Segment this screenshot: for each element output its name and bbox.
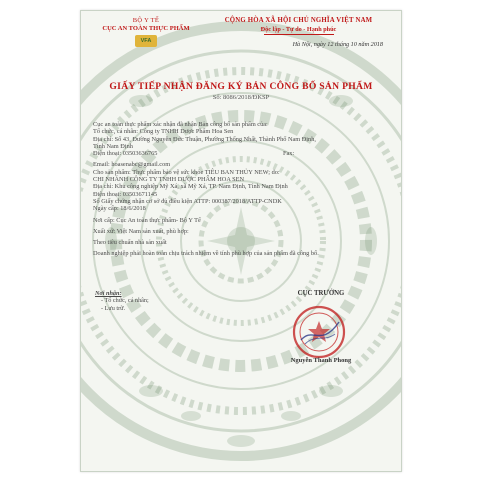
body-line: Cho sản phẩm: Thực phẩm bảo vệ sức khỏe TIÊU BAN THỦY NEW; do: (93, 168, 280, 176)
body-line: Tỉnh Nam Định (93, 142, 133, 150)
fax-text: Fax: (283, 150, 295, 158)
national-motto: Độc lập - Tự do - Hạnh phúc (260, 26, 337, 33)
agency-name: CỤC AN TOÀN THỰC PHẨM (102, 25, 190, 32)
body-line: Theo tiêu chuẩn nhà sản xuất (93, 239, 167, 247)
body-line: CHI NHÁNH CÔNG TY TNHH DƯỢC PHẨM HOA SEN (93, 176, 245, 184)
body-line: Xuất xứ: Việt Nam sản xuất, phù hợp: (93, 227, 189, 235)
recipient-item: - Lưu trữ. (101, 304, 126, 312)
signer-title: CỤC TRƯỞNG (297, 290, 345, 297)
body-line: Nơi cấp: Cục An toàn thực phẩm- Bộ Y Tế (93, 216, 201, 224)
signature-block (261, 290, 381, 364)
red-seal-stamp (291, 304, 347, 360)
signer-name: Nguyễn Thanh Phong (290, 357, 352, 364)
republic-name: CỘNG HÒA XÃ HỘI CHỦ NGHĨA VIỆT NAM (224, 17, 373, 24)
phone-text: Điện thoại: 03503636765 (93, 150, 158, 158)
recipient-item: - Tổ chức, cá nhân; (101, 297, 149, 305)
body-line: Email: hoasenabc@gmail.com (93, 161, 171, 169)
agency-logo: VFA (135, 35, 157, 47)
ministry-name: BỘ Y TẾ (132, 17, 160, 24)
place-date: Hà Nội, ngày 12 tháng 10 năm 2018 (292, 41, 383, 48)
body-line: Cục an toàn thực phẩm xác nhận đã nhận Bản công bố sản phẩm của: (93, 121, 268, 128)
body-line: Điện thoại: 03503671145 (93, 190, 158, 198)
issuer-header (91, 17, 201, 47)
body-line: Tổ chức, cá nhân: Công ty TNHH Dược Phẩm Hoa Sen (93, 128, 234, 136)
body-line: Doanh nghiệp phải hoàn toàn chịu trách nhiệm về tính phù hợp của sản phẩm đã công bố. (93, 250, 319, 258)
certificate-document (80, 10, 402, 472)
document-title: GIẤY TIẾP NHẬN ĐĂNG KÝ BẢN CÔNG BỐ SẢN PHẨM (109, 81, 373, 92)
motto-divider (264, 34, 334, 35)
body-line: Ngày cấp: 18/6/2018 (93, 205, 146, 213)
body-line: Địa chỉ: Khu công nghiệp Mỹ Xá, xã Mỹ Xá, TP. Nam Định, Tỉnh Nam Định (93, 183, 288, 191)
body-line: Số Giấy chứng nhận cơ sở đủ điều kiện ATTP: 000387/2018/ATTP-CNDK (93, 197, 282, 205)
national-header (206, 17, 391, 48)
document-body (93, 121, 389, 258)
body-line: Địa chỉ: Số 43, Đường Nguyễn Đức Thuận, Phường Thống Nhất, Thành Phố Nam Định, (93, 135, 316, 143)
document-number: Số: 8086/2018/ĐKSP (212, 94, 270, 101)
recipients-title: Nơi nhận: (95, 290, 122, 297)
recipients-block (95, 290, 225, 312)
contact-line (93, 150, 389, 157)
